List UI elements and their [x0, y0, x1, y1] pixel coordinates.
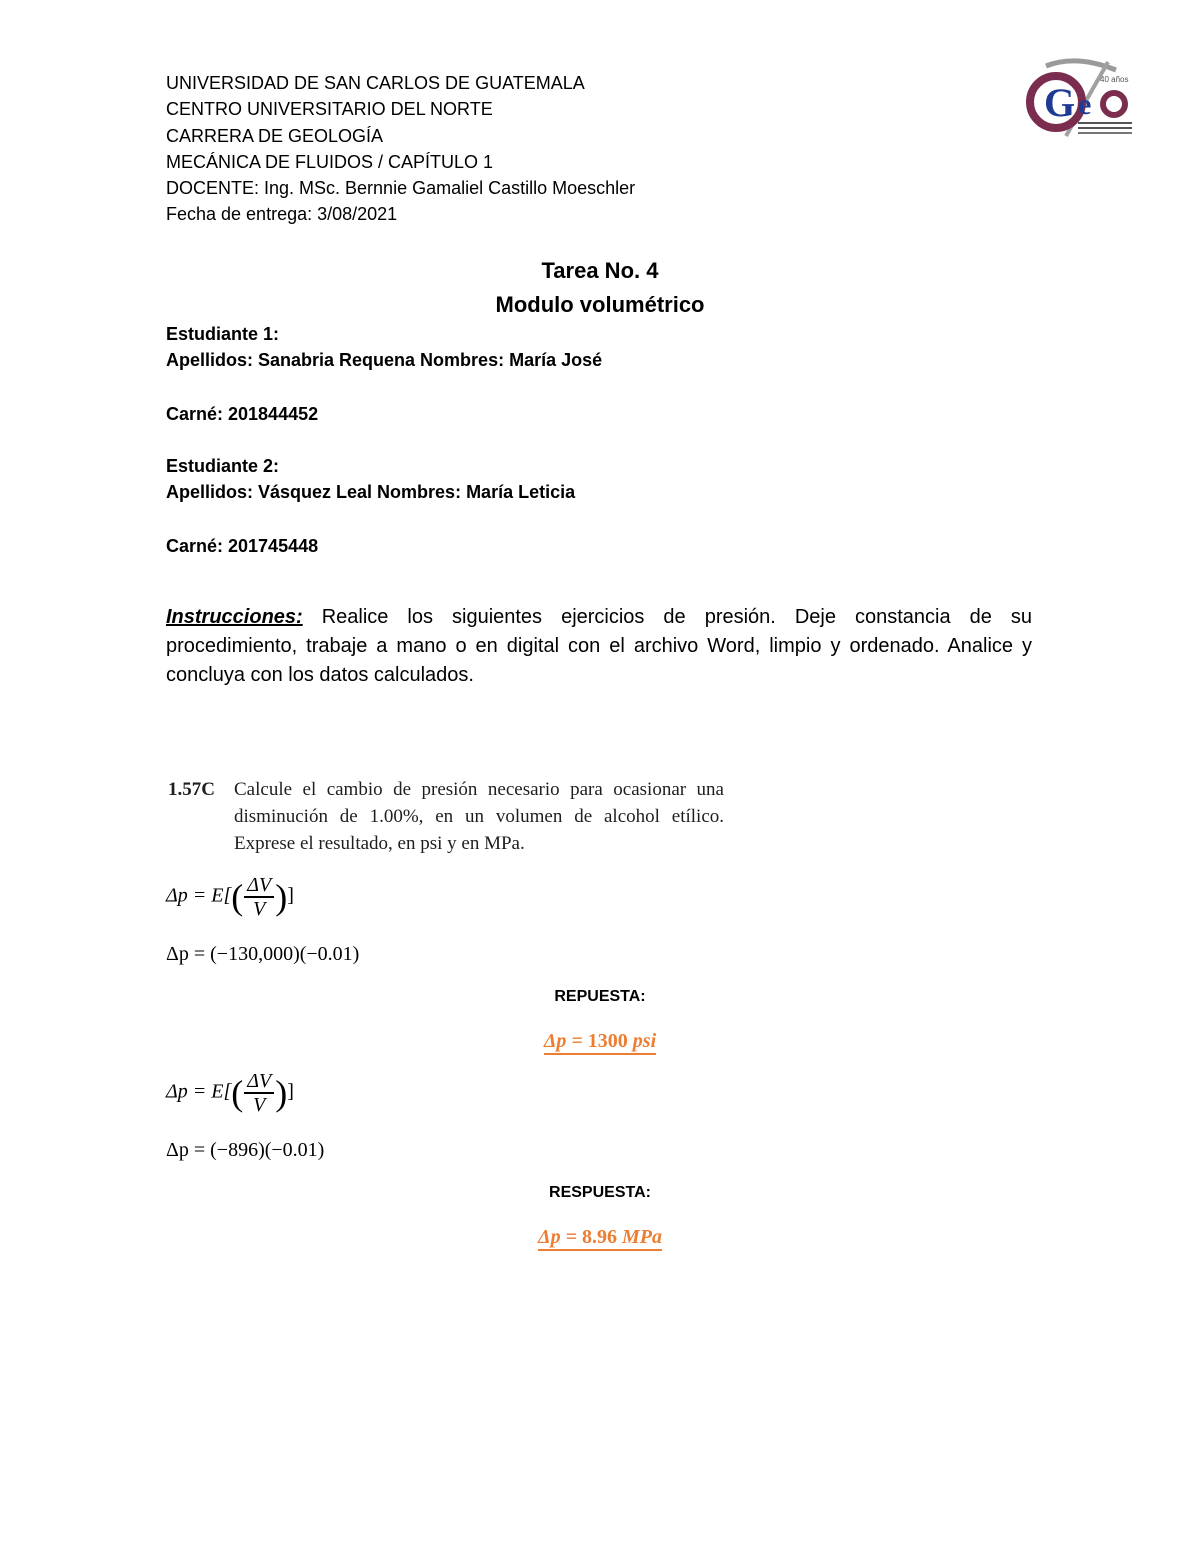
geo-logo	[1016, 56, 1136, 146]
answer-1: Δp = 1300 psi	[0, 1030, 1200, 1053]
student-2-names: Apellidos: Vásquez Leal Nombres: María Leticia	[166, 482, 576, 502]
formula-2: Δp = E[( $\frac{\Delta V}{V}$ )]	[166, 1070, 294, 1116]
center-name: CENTRO UNIVERSITARIO DEL NORTE	[166, 99, 493, 120]
student-1-label: Estudiante 1:	[166, 324, 280, 344]
formula-1-numerator: ΔV	[244, 874, 274, 898]
student-2-carne: Carné: 201745448	[166, 536, 319, 556]
career-name: CARRERA DE GEOLOGÍA	[166, 125, 384, 146]
answer-2-value: 8.96	[581, 1226, 622, 1248]
formula-2-denominator: V	[253, 1094, 266, 1116]
substitution-2: Δp = (−896)(−0.01)	[166, 1139, 325, 1161]
svg-text:e: e	[1078, 88, 1092, 121]
formula-1-denominator: V	[253, 898, 266, 920]
course-name: MECÁNICA DE FLUIDOS / CAPÍTULO 1	[166, 151, 494, 172]
teacher-name: DOCENTE: Ing. MSc. Bernnie Gamaliel Castillo Moeschler	[166, 178, 636, 199]
assignment-number: Tarea No. 4	[541, 258, 659, 283]
student-1-carne: Carné: 201844452	[166, 404, 319, 424]
answer-1-unit: psi	[632, 1030, 657, 1052]
university-name: UNIVERSIDAD DE SAN CARLOS DE GUATEMALA	[166, 73, 585, 93]
assignment-topic: Modulo volumétrico	[495, 292, 705, 317]
formula-1-lhs: Δp = E[	[166, 884, 232, 907]
document-header	[166, 70, 635, 228]
instructions	[166, 603, 1032, 690]
answer-2-label: RESPUESTA:	[549, 1184, 651, 1201]
answer-1-label: REPUESTA:	[554, 988, 646, 1005]
formula-1-rhs: ]	[287, 884, 294, 907]
problem-number: 1.57C	[168, 779, 215, 800]
answer-1-value: 1300	[587, 1030, 633, 1052]
formula-2-rhs: ]	[287, 1080, 294, 1103]
formula-2-lhs: Δp = E[	[166, 1080, 232, 1103]
substitution-1: Δp = (−130,000)(−0.01)	[166, 943, 360, 965]
formula-1: Δp = E[( $\frac{\Delta V}{V}$ )]	[166, 874, 294, 920]
answer-2-unit: MPa	[621, 1226, 662, 1248]
instructions-label: Instrucciones:	[166, 606, 303, 628]
student-1-names: Apellidos: Sanabria Requena Nombres: María José	[166, 350, 603, 370]
svg-text:G: G	[1044, 80, 1076, 125]
problem-text: Calcule el cambio de presión necesario para ocasionar una disminución de 1.00%, en un volumen de alcohol etílico. Exprese el resultado, en psi y en MPa.	[234, 779, 724, 854]
due-date: Fecha de entrega: 3/08/2021	[166, 204, 398, 225]
instructions-text: Realice los siguientes ejercicios de presión. Deje constancia de su procedimiento, trabaje a mano o en digital con el archivo Word, limpio y ordenado. Analice y concluya con los datos calculados.	[166, 606, 1032, 686]
student-2-label: Estudiante 2:	[166, 456, 280, 476]
answer-2: Δp = 8.96 MPa	[0, 1226, 1200, 1249]
logo-years: 40 años	[1100, 75, 1129, 84]
formula-2-numerator: ΔV	[244, 1070, 274, 1094]
